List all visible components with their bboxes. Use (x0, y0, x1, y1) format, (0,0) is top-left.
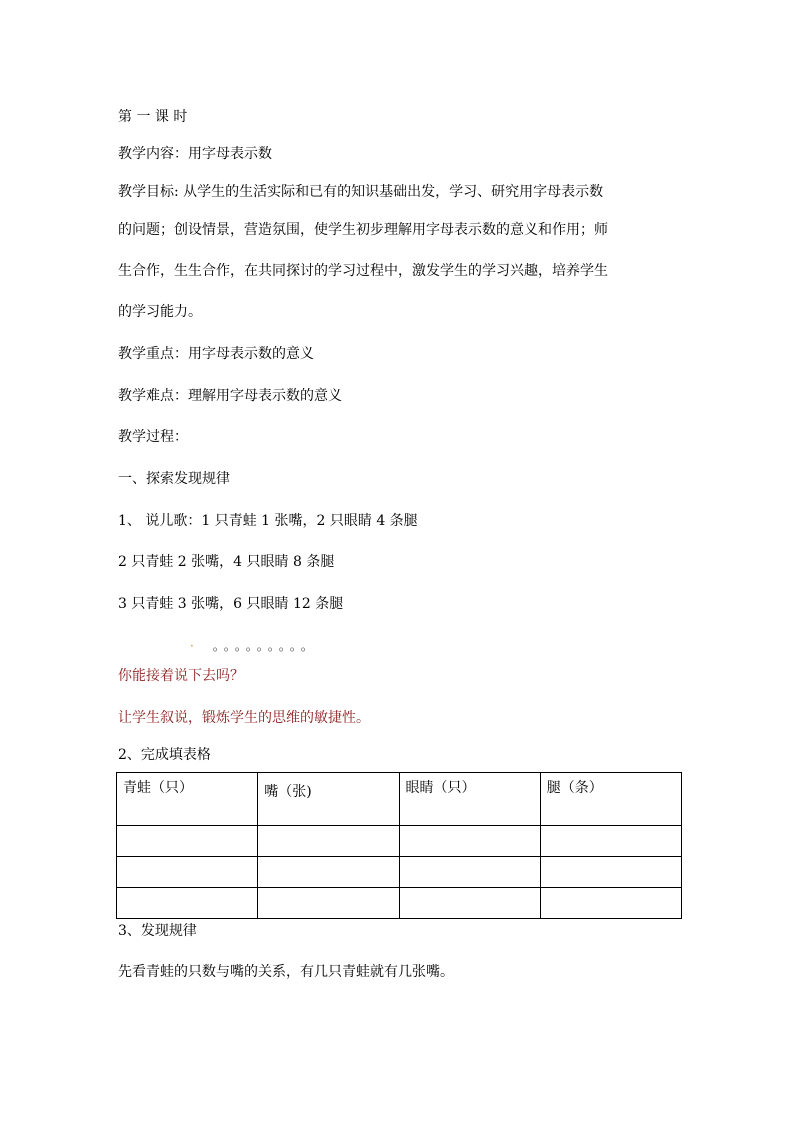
section3-text: 先看青蛙的只数与嘴的关系，有几只青蛙就有几张嘴。 (118, 964, 454, 980)
table-header-cell: 腿（条） (540, 773, 681, 826)
rhyme-line-3: 3 只青蛙 3 张嘴，6 只眼睛 12 条腿 (118, 596, 344, 612)
table-cell (258, 826, 399, 857)
lesson-period: 第 一 课 时 (118, 109, 188, 125)
table-header-row (117, 773, 682, 826)
teaching-goal-line-2: 的问题；创设情景，营造氛围，使学生初步理解用字母表示数的意义和作用；师 (118, 222, 608, 238)
table-cell (540, 826, 681, 857)
table-cell (399, 857, 540, 888)
question-text: 你能接着说下去吗？ (118, 668, 244, 684)
ellipsis-dots (190, 640, 318, 652)
table-cell (117, 857, 258, 888)
table-cell (258, 888, 399, 919)
table-row (117, 857, 682, 888)
teaching-goal-line-1: 教学目标: 从学生的生活实际和已有的知识基础出发，学习、研究用字母表示数 (118, 184, 604, 200)
section1-heading: 一、探索发现规律 (118, 471, 230, 487)
table-header-cell: 嘴（张) (258, 773, 399, 826)
section3-heading: 3、发现规律 (118, 923, 197, 939)
teaching-process: 教学过程： (118, 429, 188, 445)
ellipsis-first-dot: · (190, 639, 199, 653)
table-row (117, 888, 682, 919)
table-row (117, 826, 682, 857)
table-cell (399, 888, 540, 919)
table-cell (399, 826, 540, 857)
section2-heading: 2、完成填表格 (118, 747, 211, 763)
teaching-goal-line-3: 生合作，生生合作，在共同探讨的学习过程中，激发学生的学习兴趣，培养学生 (118, 263, 608, 279)
teaching-difficulty: 教学难点：理解用字母表示数的意义 (118, 388, 342, 404)
teaching-key-point: 教学重点：用字母表示数的意义 (118, 346, 314, 362)
table-cell (540, 857, 681, 888)
table-header-cell: 眼睛（只） (399, 773, 540, 826)
fill-in-table (116, 772, 682, 919)
table-cell (117, 888, 258, 919)
teacher-note: 让学生叙说，锻炼学生的思维的敏捷性。 (118, 710, 370, 726)
ellipsis-dot-run: 。。。。。。。。。 (212, 639, 318, 653)
rhyme-line-2: 2 只青蛙 2 张嘴，4 只眼睛 8 条腿 (118, 554, 335, 570)
table-cell (258, 857, 399, 888)
table-cell (117, 826, 258, 857)
table-header-cell: 青蛙（只） (117, 773, 258, 826)
teaching-goal-line-4: 的学习能力。 (118, 304, 202, 320)
teaching-content: 教学内容：用字母表示数 (118, 146, 272, 162)
rhyme-line-1: 1、 说儿歌：1 只青蛙 1 张嘴，2 只眼睛 4 条腿 (118, 513, 418, 529)
table-cell (540, 888, 681, 919)
